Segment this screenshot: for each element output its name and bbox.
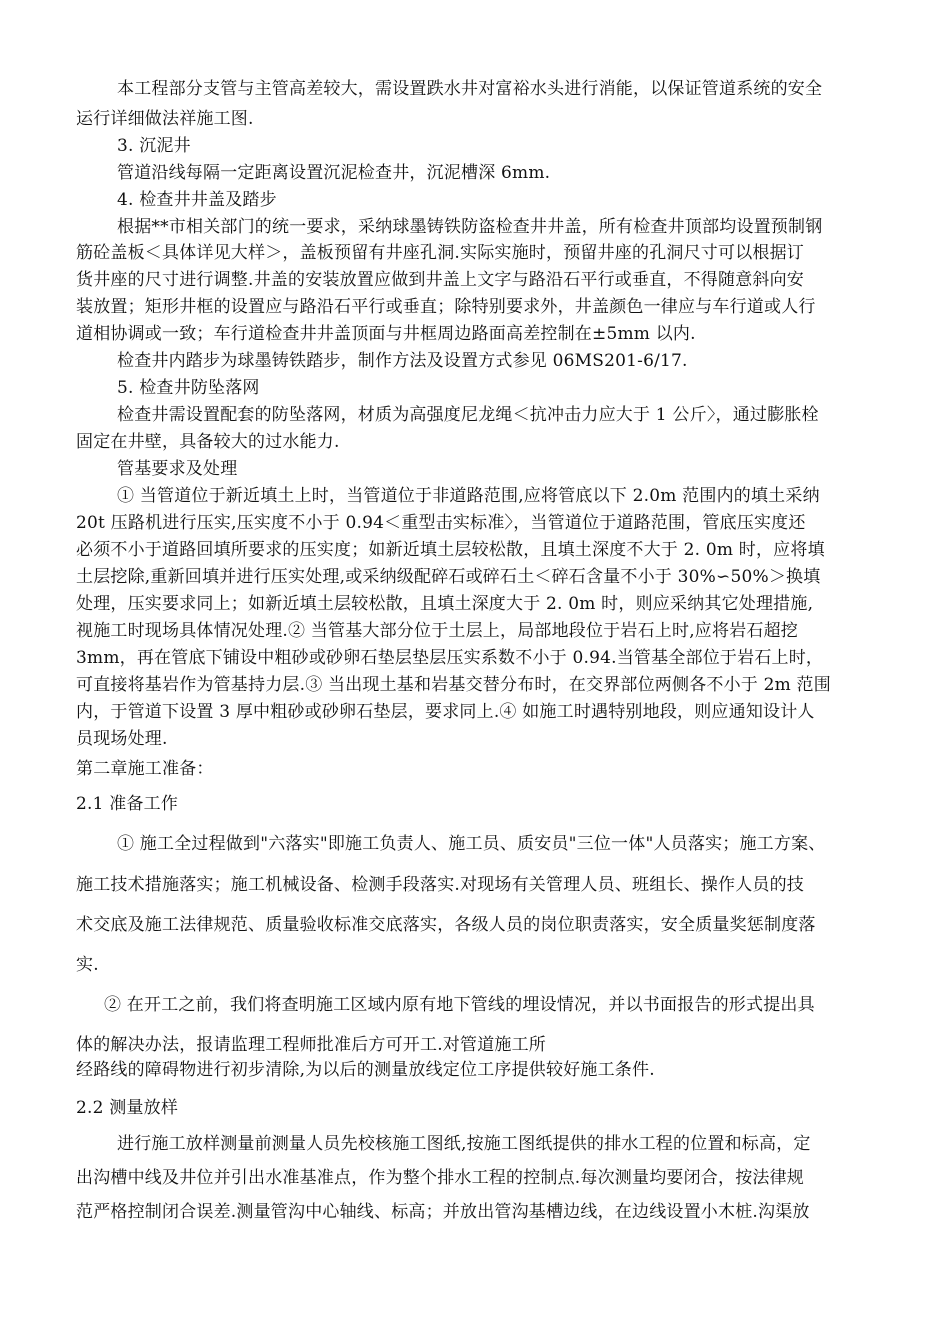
section-heading: 管基要求及处理 xyxy=(117,459,238,479)
section-heading: 2.2 测量放样 xyxy=(76,1098,179,1118)
section-heading: 2.1 准备工作 xyxy=(76,794,179,814)
paragraph-line: 土层挖除,重新回填并进行压实处理,或采纳级配碎石或碎石土＜碎石含量不小于 30%∽50%＞换填 xyxy=(76,567,821,587)
paragraph-line: ① 施工全过程做到"六落实"即施工负责人、施工员、质安员"三位一体"人员落实；施工方案、 xyxy=(117,834,826,854)
paragraph-line: 处理，压实要求同上；如新近填土层较松散，且填土深度大于 2. 0m 时，则应采纳其它处理措施, xyxy=(76,594,814,614)
paragraph-line: 经路线的障碍物进行初步清除,为以后的测量放线定位工序提供较好施工条件. xyxy=(76,1060,655,1080)
paragraph-line: ① 当管道位于新近填土上时，当管道位于非道路范围,应将管底以下 2.0m 范围内的填土采纳 xyxy=(117,486,820,506)
paragraph-line: 进行施工放样测量前测量人员先校核施工图纸,按施工图纸提供的排水工程的位置和标高，定 xyxy=(117,1134,811,1154)
paragraph-line: ② 在开工之前，我们将查明施工区域内原有地下管线的埋设情况，并以书面报告的形式提出具 xyxy=(104,995,815,1015)
paragraph-line: 体的解决办法，报请监理工程师批准后方可开工.对管道施工所 xyxy=(76,1035,547,1055)
paragraph-line: 管道沿线每隔一定距离设置沉泥检查井，沉泥槽深 6mm. xyxy=(117,163,551,183)
chapter-heading: 第二章施工准备： xyxy=(76,759,214,779)
paragraph-line: 视施工时现场具体情况处理.② 当管基大部分位于土层上，局部地段位于岩石上时,应将岩石超挖 xyxy=(76,621,799,641)
section-heading: 4. 检查井井盖及踏步 xyxy=(117,190,277,210)
paragraph-line: 根据**市相关部门的统一要求，采纳球墨铸铁防盗检查井井盖，所有检查井顶部均设置预制钢 xyxy=(117,217,823,237)
paragraph-line: 员现场处理. xyxy=(76,729,168,749)
paragraph-line: 固定在井壁，具备较大的过水能力. xyxy=(76,432,340,452)
paragraph-line: 出沟槽中线及井位并引出水准基准点，作为整个排水工程的控制点.每次测量均要闭合，按法律规 xyxy=(76,1168,805,1188)
paragraph-line: 运行详细做法祥施工图. xyxy=(76,109,254,129)
paragraph-line: 检查井内踏步为球墨铸铁踏步，制作方法及设置方式参见 06MS201-6/17. xyxy=(117,351,688,371)
paragraph-line: 道相协调或一致；车行道检查井井盖顶面与井框周边路面高差控制在±5mm 以内. xyxy=(76,324,696,344)
paragraph-line: 货井座的尺寸进行调整.井盖的安装放置应做到井盖上文字与路沿石平行或垂直，不得随意斜向安 xyxy=(76,270,805,290)
paragraph-line: 可直接将基岩作为管基持力层.③ 当出现土基和岩基交替分布时，在交界部位两侧各不小于 2m 范围 xyxy=(76,675,831,695)
paragraph-line: 必须不小于道路回填所要求的压实度；如新近填土层较松散，且填土深度不大于 2. 0m 时，应将填 xyxy=(76,540,825,560)
paragraph-line: 20t 压路机进行压实,压实度不小于 0.94＜重型击实标准〉，当管道位于道路范围，管底压实度还 xyxy=(76,513,806,533)
paragraph-line: 筋砼盖板＜具体详见大样＞，盖板预留有井座孔洞.实际实施时，预留井座的孔洞尺寸可以根据订 xyxy=(76,243,805,263)
paragraph-line: 范严格控制闭合误差.测量管沟中心轴线、标高；并放出管沟基槽边线，在边线设置小木桩.沟渠放 xyxy=(76,1202,810,1222)
paragraph-line: 本工程部分支管与主管高差较大，需设置跌水井对富裕水头进行消能，以保证管道系统的安全 xyxy=(117,79,823,99)
paragraph-line: 3mm，再在管底下铺设中粗砂或砂卵石垫层垫层压实系数不小于 0.94.当管基全部位于岩石上时， xyxy=(76,648,824,668)
paragraph-line: 实. xyxy=(76,955,99,975)
section-heading: 5. 检查井防坠落网 xyxy=(117,378,260,398)
paragraph-line: 装放置；矩形井框的设置应与路沿石平行或垂直；除特别要求外，井盖颜色一律应与车行道或人行 xyxy=(76,297,816,317)
paragraph-line: 检查井需设置配套的防坠落网，材质为高强度尼龙绳＜抗冲击力应大于 1 公斤〉，通过膨胀栓 xyxy=(117,405,819,425)
section-heading: 3. 沉泥井 xyxy=(117,136,191,156)
paragraph-line: 施工技术措施落实；施工机械设备、检测手段落实.对现场有关管理人员、班组长、操作人员的技 xyxy=(76,875,805,895)
paragraph-line: 术交底及施工法律规范、质量验收标准交底落实，各级人员的岗位职责落实，安全质量奖惩制度落 xyxy=(76,915,816,935)
paragraph-line: 内，于管道下设置 3 厚中粗砂或砂卵石垫层，要求同上.④ 如施工时遇特别地段，则应通知设计人 xyxy=(76,702,815,722)
